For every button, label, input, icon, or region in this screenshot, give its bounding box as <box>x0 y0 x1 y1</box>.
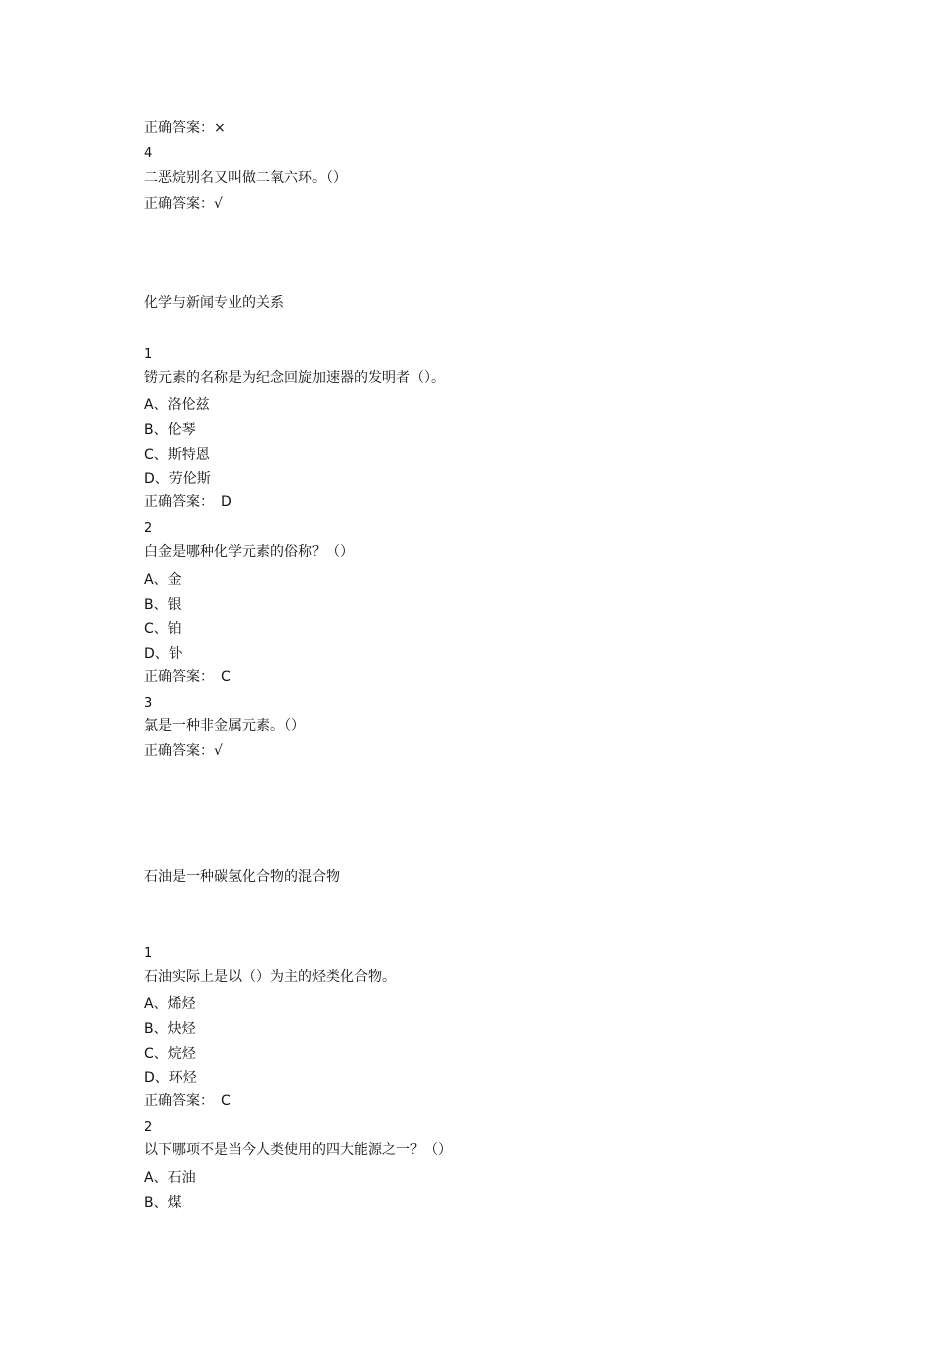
answer-line: 正确答案：× <box>144 120 226 136</box>
option-c: C、铂 <box>144 621 182 637</box>
question-text: 氯是一种非金属元素。（） <box>144 718 305 734</box>
option-a: A、金 <box>144 572 182 588</box>
answer-line: 正确答案： D <box>144 494 232 510</box>
option-a: A、烯烃 <box>144 996 196 1012</box>
answer-line: 正确答案：√ <box>144 196 223 212</box>
question-number: 2 <box>144 1120 153 1135</box>
option-d: D、钋 <box>144 646 183 662</box>
section-title: 石油是一种碳氢化合物的混合物 <box>144 869 340 885</box>
question-text: 以下哪项不是当今人类使用的四大能源之一？（） <box>144 1142 452 1158</box>
option-a: A、洛伦兹 <box>144 397 210 413</box>
answer-line: 正确答案：√ <box>144 743 223 759</box>
answer-line: 正确答案： C <box>144 669 231 685</box>
question-text: 白金是哪种化学元素的俗称？（） <box>144 544 354 560</box>
question-text: 石油实际上是以（）为主的烃类化合物。 <box>144 969 396 985</box>
section-title: 化学与新闻专业的关系 <box>144 295 284 311</box>
question-number: 3 <box>144 696 153 711</box>
option-c: C、烷烃 <box>144 1046 196 1062</box>
option-b: B、炔烃 <box>144 1021 196 1037</box>
question-number: 1 <box>144 347 153 362</box>
option-b: B、煤 <box>144 1195 182 1211</box>
question-number: 4 <box>144 146 153 161</box>
question-number: 1 <box>144 946 153 961</box>
option-d: D、劳伦斯 <box>144 471 211 487</box>
option-a: A、石油 <box>144 1170 196 1186</box>
question-text: 二恶烷别名又叫做二氧六环。（） <box>144 170 347 186</box>
question-number: 2 <box>144 521 153 536</box>
option-b: B、伦琴 <box>144 422 196 438</box>
option-d: D、环烃 <box>144 1070 197 1086</box>
option-b: B、银 <box>144 597 182 613</box>
question-text: 铹元素的名称是为纪念回旋加速器的发明者（）。 <box>144 370 445 386</box>
answer-line: 正确答案： C <box>144 1093 231 1109</box>
option-c: C、斯特恩 <box>144 447 210 463</box>
